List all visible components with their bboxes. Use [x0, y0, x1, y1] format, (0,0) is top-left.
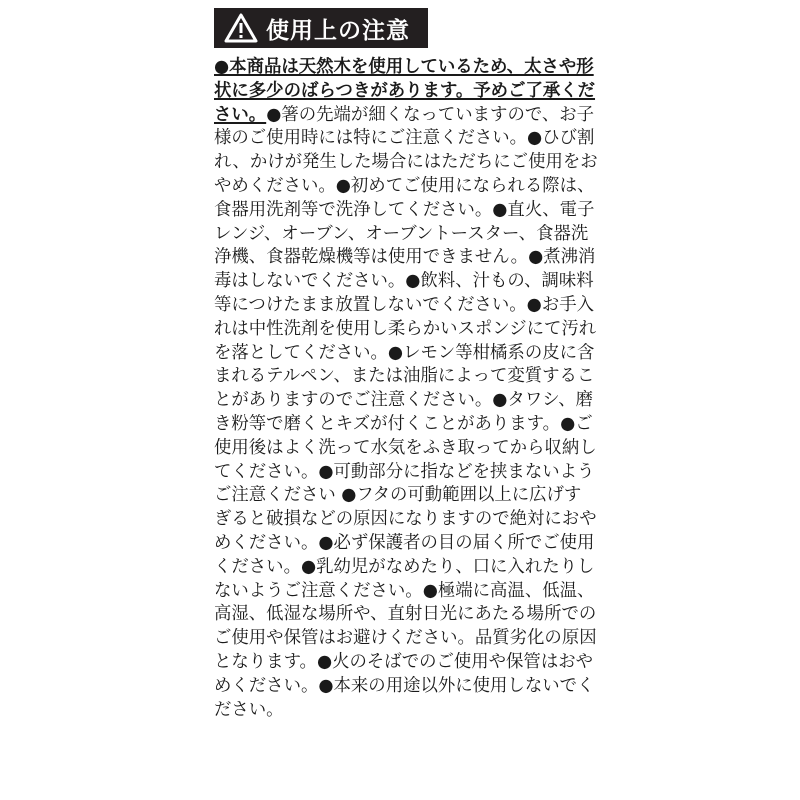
- caution-text: [214, 56, 598, 722]
- usage-precautions: ●箸の先端が細くなっていますので、お子様のご使用時には特にご注意ください。●ひび割れ、かけが発生した場合にはただちにご使用をおやめください。●初めてご使用になられる際は、食器用洗剤等で洗浄してください。●直火、電子レンジ、オーブン、オーブントースター、食器洗浄機、食器乾燥機等は使用できません。●煮沸消毒はしないでください。●飲料、汁もの、調味料等につけたまま放置しないでください。●お手入れは中性洗剤を使用し柔らかいスポンジにて汚れを落としてください。●レモン等柑橘系の皮に含まれるテルペン、または油脂によって変質することがありますのでご注意ください。●タワシ、磨き粉等で磨くとキズが付くことがあります。●ご使用後はよく洗って水気をふき取ってから収納してください。●可動部分に指などを挟まないようご注意ください ●フタの可動範囲以上に広げすぎると破損などの原因になりますので絶対におやめください。●必ず保護者の目の届く所でご使用ください。●乳幼児がなめたり、口に入れたりしないようご注意ください。●極端に高温、低温、高湿、低湿な場所や、直射日光にあたる場所でのご使用や保管はお避けください。品質劣化の原因となります。●火のそばでのご使用や保管はおやめください。●本来の用途以外に使用しないでください。: [214, 104, 598, 720]
- caution-header: [214, 8, 428, 48]
- caution-title: 使用上の注意: [266, 17, 410, 44]
- warning-triangle-icon: [224, 13, 258, 43]
- natural-wood-notice: ●本商品は天然木を使用しているため、太さや形状に多少のばらつきがあります。予めご了承ください。: [214, 57, 596, 125]
